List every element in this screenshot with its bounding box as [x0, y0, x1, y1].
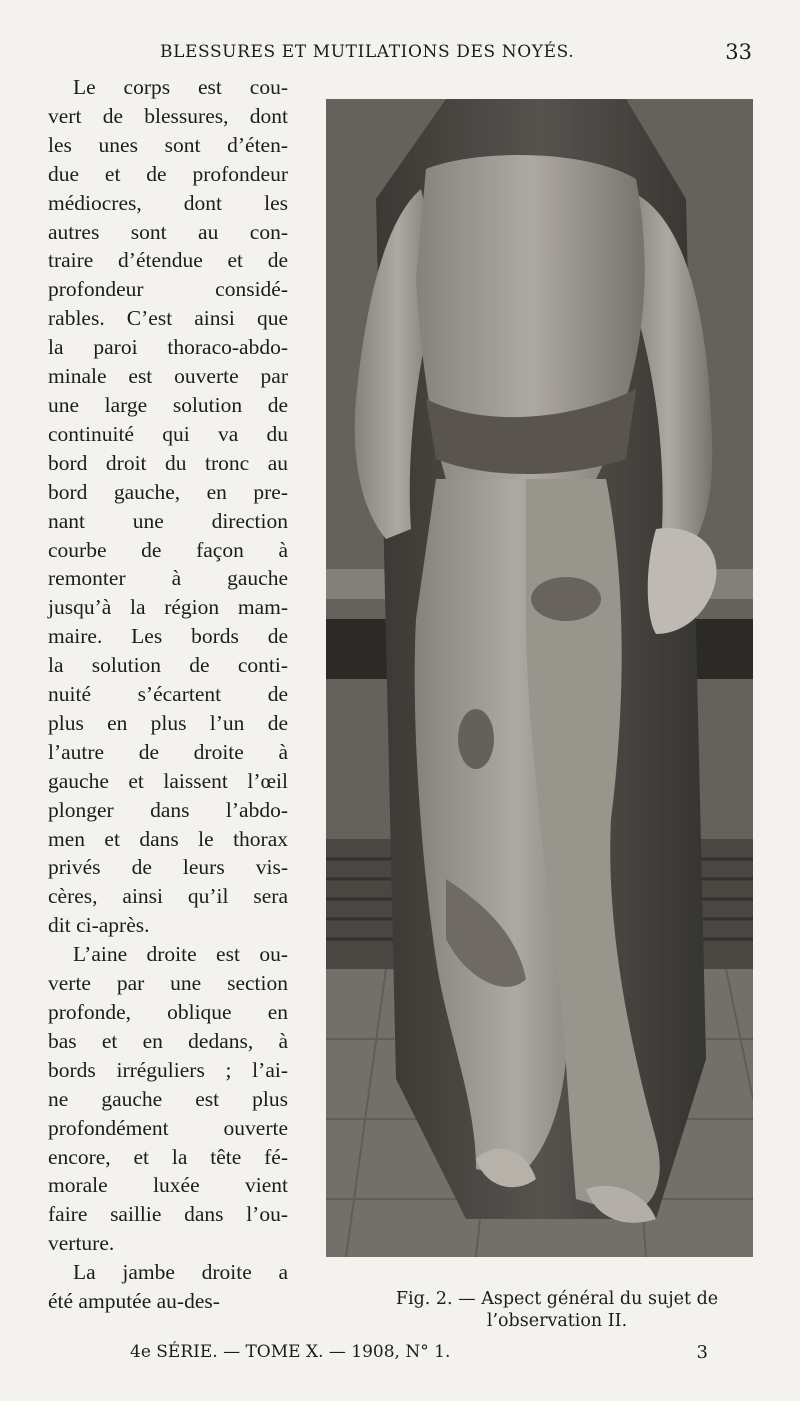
text-line: bord droit du tronc au — [48, 450, 288, 475]
text-line: une large solution de — [48, 392, 288, 417]
text-line: ne gauche est plus — [48, 1086, 288, 1111]
paragraph-2 — [48, 940, 288, 1258]
text-line: profonde, oblique en — [48, 1000, 288, 1024]
text-line: la paroi thoraco-abdo- — [48, 335, 288, 360]
text-line: la solution de conti- — [48, 653, 288, 678]
paragraph-1 — [48, 73, 288, 940]
text-line: dit ci-après. — [48, 913, 150, 938]
text-line: due et de profondeur — [48, 161, 288, 186]
text-line: minale est ouverte par — [48, 364, 288, 389]
text-line: remonter à gauche — [48, 566, 288, 591]
text-line: bas et en dedans, à — [48, 1028, 288, 1053]
text-line: verture. — [48, 1231, 115, 1256]
footer-series: 4e SÉRIE. — TOME X. — 1908, N° 1. — [130, 1342, 451, 1362]
text-line: profondeur considé- — [48, 277, 288, 302]
caption-line-1: Fig. 2. — Aspect général du sujet de — [395, 1289, 719, 1309]
figure-caption — [352, 1288, 762, 1332]
text-line: continuité qui va du — [48, 421, 288, 446]
text-line: traire d’étendue et de — [48, 248, 288, 273]
text-line: plus en plus l’un de — [48, 710, 288, 735]
text-line: morale luxée vient — [48, 1173, 288, 1198]
text-line: rables. C’est ainsi que — [48, 306, 288, 331]
text-line: jusqu’à la région mam- — [48, 595, 288, 620]
text-line: vert de blessures, dont — [48, 103, 288, 128]
text-line: profondément ouverte — [48, 1115, 288, 1140]
paragraph-3 — [48, 1258, 288, 1316]
text-line: nant une direction — [48, 508, 288, 533]
text-line: men et dans le thorax — [48, 826, 288, 851]
text-line: bords irréguliers ; l’ai- — [48, 1057, 288, 1082]
figure-photograph — [326, 99, 753, 1257]
text-line: privés de leurs vis- — [48, 855, 288, 880]
photograph-illustration — [326, 99, 753, 1257]
page-header — [40, 40, 762, 70]
body-text-column — [48, 73, 288, 1316]
text-line: médiocres, dont les — [48, 190, 288, 215]
text-line: cères, ainsi qu’il sera — [48, 884, 288, 909]
running-head: BLESSURES ET MUTILATIONS DES NOYÉS. — [160, 42, 575, 62]
text-line: gauche et laissent l’œil — [48, 768, 288, 793]
text-line: La jambe droite a — [73, 1260, 288, 1285]
footer-signature: 3 — [696, 1342, 708, 1363]
text-line: les unes sont d’éten- — [48, 132, 288, 157]
text-line: l’autre de droite à — [48, 739, 288, 764]
text-line: bord gauche, en pre- — [48, 479, 288, 504]
text-line: nuité s’écartent de — [48, 682, 288, 707]
text-line: faire saillie dans l’ou- — [48, 1202, 288, 1227]
text-line: été amputée au-des- — [48, 1289, 220, 1314]
text-line: L’aine droite est ou- — [73, 942, 288, 967]
page-footer — [100, 1342, 720, 1368]
text-line: verte par une section — [48, 971, 288, 996]
text-line: plonger dans l’abdo- — [48, 797, 288, 822]
text-line: encore, et la tête fé- — [48, 1144, 288, 1169]
page-number: 33 — [725, 40, 752, 64]
caption-line-2: l’observation II. — [486, 1311, 628, 1331]
text-line: Le corps est cou- — [73, 75, 288, 99]
text-line: maire. Les bords de — [48, 624, 288, 649]
text-line: courbe de façon à — [48, 537, 288, 562]
text-line: autres sont au con- — [48, 219, 288, 244]
